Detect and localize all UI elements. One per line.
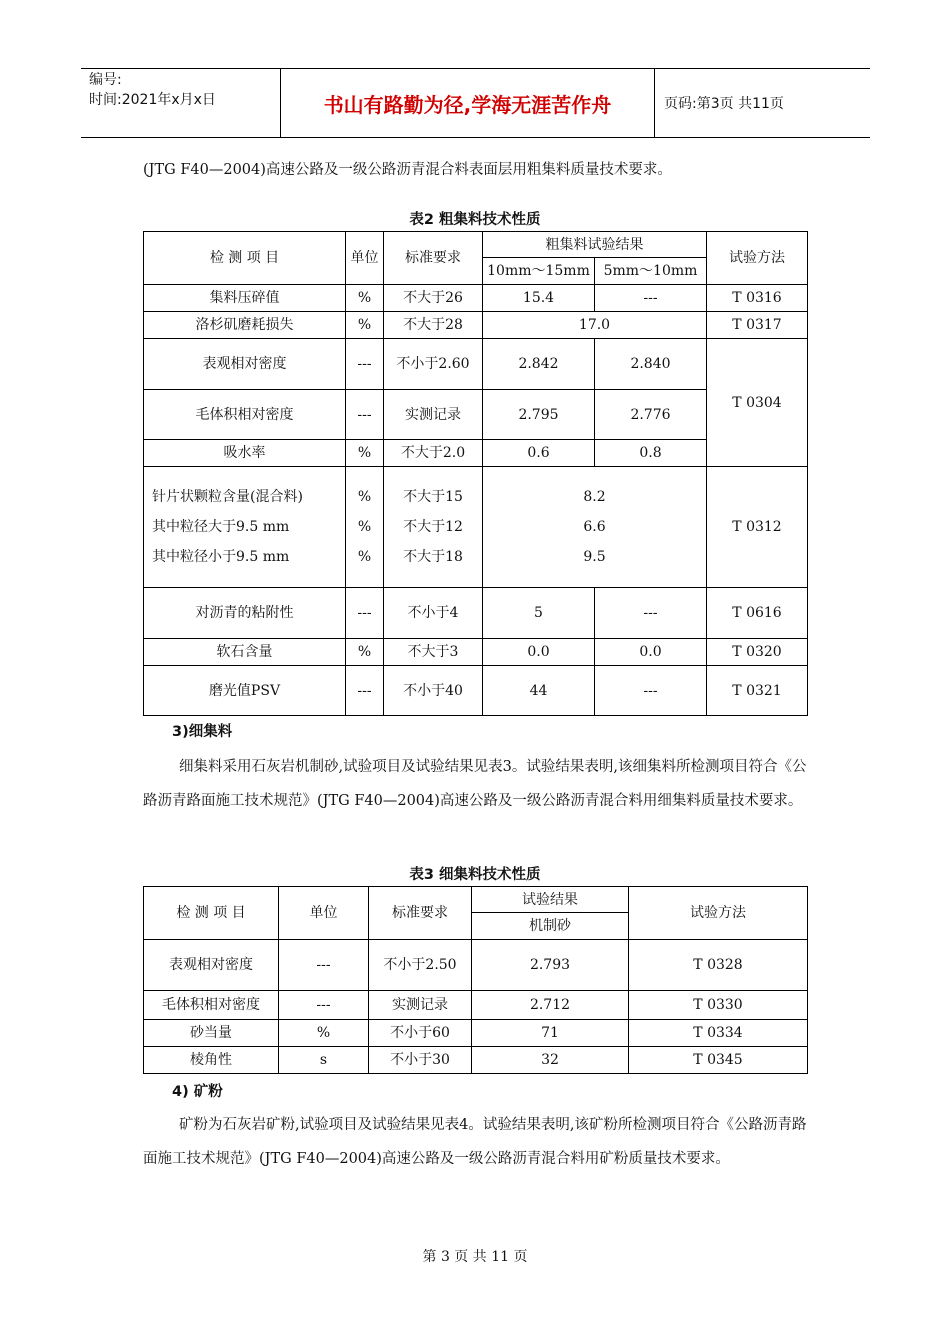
cell-standard: 实测记录	[384, 390, 483, 440]
cell-value-merged	[483, 467, 707, 588]
fine-aggregate-table	[143, 886, 808, 1074]
cell-value-a: 44	[483, 666, 595, 716]
table-row	[144, 285, 808, 312]
page-footer: 第 3 页 共 11 页	[422, 1249, 528, 1265]
cell-standard: 不大于2.0	[384, 440, 483, 467]
cell-method: T 0320	[707, 639, 808, 666]
cell-method: T 0330	[629, 991, 808, 1020]
cell-item: 表观相对密度	[144, 339, 346, 390]
cell-value-b: 2.840	[595, 339, 707, 390]
document-time: 时间:2021年x月x日	[89, 92, 216, 108]
cell-unit: %	[346, 639, 384, 666]
cell-standard: 不大于28	[384, 312, 483, 339]
cell-item: 毛体积相对密度	[144, 991, 279, 1020]
header-unit: 单位	[346, 232, 384, 285]
cell-value-a: 5	[483, 588, 595, 639]
section4-title: 4) 矿粉	[172, 1084, 223, 1100]
table-row	[144, 940, 808, 991]
cell-unit: ---	[279, 940, 369, 991]
cell-unit: ---	[346, 390, 384, 440]
cell-standard: 不大于26	[384, 285, 483, 312]
cell-value-a: 2.842	[483, 339, 595, 390]
standard-line: 不大于12	[403, 519, 463, 535]
cell-value-a: 2.795	[483, 390, 595, 440]
header-results: 试验结果	[472, 887, 629, 913]
cell-unit: %	[346, 285, 384, 312]
cell-value: 2.712	[472, 991, 629, 1020]
table-row	[144, 1020, 808, 1047]
header-method: 试验方法	[629, 887, 808, 940]
cell-value-b: 0.0	[595, 639, 707, 666]
cell-standard: 不小于60	[369, 1020, 472, 1047]
cell-item: 吸水率	[144, 440, 346, 467]
table-row	[144, 666, 808, 716]
header-page-number: 页码:第3页 共11页	[664, 96, 784, 112]
header-standard: 标准要求	[369, 887, 472, 940]
cell-value-a: 0.0	[483, 639, 595, 666]
standard-line: 不大于18	[403, 549, 463, 565]
value-line: 6.6	[583, 519, 606, 535]
table3-caption: 表3 细集料技术性质	[409, 867, 541, 883]
standard-line: 不大于15	[403, 489, 463, 505]
header-size-b: 5mm～10mm	[595, 258, 707, 285]
cell-standard	[384, 467, 483, 588]
cell-item: 毛体积相对密度	[144, 390, 346, 440]
cell-standard: 不小于40	[384, 666, 483, 716]
header-item: 检 测 项 目	[144, 232, 346, 285]
table-row	[144, 1047, 808, 1074]
cell-unit	[346, 467, 384, 588]
cell-item: 集料压碎值	[144, 285, 346, 312]
header-size-a: 10mm～15mm	[483, 258, 595, 285]
cell-value-b: ---	[595, 666, 707, 716]
unit-line: %	[357, 489, 372, 505]
cell-unit: ---	[346, 339, 384, 390]
cell-item: 磨光值PSV	[144, 666, 346, 716]
header-unit: 单位	[279, 887, 369, 940]
cell-unit: ---	[346, 588, 384, 639]
cell-method: T 0616	[707, 588, 808, 639]
header-standard: 标准要求	[384, 232, 483, 285]
item-line: 针片状颗粒含量(混合料)	[152, 489, 303, 505]
cell-standard: 不小于2.60	[384, 339, 483, 390]
cell-method: T 0328	[629, 940, 808, 991]
cell-item: 棱角性	[144, 1047, 279, 1074]
cell-unit: %	[279, 1020, 369, 1047]
cell-unit: ---	[346, 666, 384, 716]
cell-item: 砂当量	[144, 1020, 279, 1047]
cell-method: T 0316	[707, 285, 808, 312]
page-header	[81, 68, 870, 138]
cell-standard: 不小于4	[384, 588, 483, 639]
cell-standard: 不小于2.50	[369, 940, 472, 991]
cell-method: T 0334	[629, 1020, 808, 1047]
cell-standard: 不小于30	[369, 1047, 472, 1074]
cell-value-merged: 17.0	[483, 312, 707, 339]
table-row	[144, 312, 808, 339]
value-line: 9.5	[583, 549, 606, 565]
coarse-aggregate-table	[143, 231, 808, 716]
unit-line: %	[357, 549, 372, 565]
cell-unit: s	[279, 1047, 369, 1074]
item-line: 其中粒径大于9.5 mm	[152, 519, 290, 535]
cell-method: T 0317	[707, 312, 808, 339]
cell-standard: 实测记录	[369, 991, 472, 1020]
intro-line: (JTG F40—2004)高速公路及一级公路沥青混合料表面层用粗集料质量技术要求。	[143, 162, 672, 178]
table2-caption: 表2 粗集料技术性质	[409, 212, 541, 228]
table-row	[144, 639, 808, 666]
header-results: 粗集料试验结果	[483, 232, 707, 258]
header-meta	[81, 69, 281, 137]
cell-method: T 0304	[707, 339, 808, 467]
table-row	[144, 588, 808, 639]
cell-unit: ---	[279, 991, 369, 1020]
cell-value: 32	[472, 1047, 629, 1074]
document-number: 编号:	[89, 72, 122, 88]
cell-unit: %	[346, 440, 384, 467]
table-row	[144, 339, 808, 390]
header-method: 试验方法	[707, 232, 808, 285]
item-line: 其中粒径小于9.5 mm	[152, 549, 290, 565]
cell-method: T 0312	[707, 467, 808, 588]
table-row	[144, 991, 808, 1020]
unit-line: %	[357, 519, 372, 535]
cell-value-b: 0.8	[595, 440, 707, 467]
cell-value-a: 15.4	[483, 285, 595, 312]
section3-paragraph: 细集料采用石灰岩机制砂,试验项目及试验结果见表3。试验结果表明,该细集料所检测项目符合《公路沥青路面施工技术规范》(JTG F40—2004)高速公路及一级公路沥青混合料用细集料质量技术要求。	[143, 759, 807, 809]
cell-item: 表观相对密度	[144, 940, 279, 991]
section3-title: 3)细集料	[172, 724, 233, 740]
cell-method: T 0321	[707, 666, 808, 716]
section4-paragraph: 矿粉为石灰岩矿粉,试验项目及试验结果见表4。试验结果表明,该矿粉所检测项目符合《公路沥青路面施工技术规范》(JTG F40—2004)高速公路及一级公路沥青混合料用矿粉质量技术要求。	[143, 1117, 807, 1167]
cell-value: 2.793	[472, 940, 629, 991]
value-line: 8.2	[583, 489, 606, 505]
table-header-row	[144, 887, 808, 913]
cell-standard: 不大于3	[384, 639, 483, 666]
cell-item: 软石含量	[144, 639, 346, 666]
table-row	[144, 467, 808, 588]
header-motto: 书山有路勤为径,学海无涯苦作舟	[281, 69, 655, 137]
cell-value-a: 0.6	[483, 440, 595, 467]
cell-value: 71	[472, 1020, 629, 1047]
cell-item	[144, 467, 346, 588]
cell-value-b: ---	[595, 285, 707, 312]
header-sub: 机制砂	[472, 913, 629, 940]
cell-item: 洛杉矶磨耗损失	[144, 312, 346, 339]
table-header-row	[144, 232, 808, 258]
cell-item: 对沥青的粘附性	[144, 588, 346, 639]
cell-value-b: 2.776	[595, 390, 707, 440]
cell-method: T 0345	[629, 1047, 808, 1074]
cell-unit: %	[346, 312, 384, 339]
cell-value-b: ---	[595, 588, 707, 639]
header-item: 检 测 项 目	[144, 887, 279, 940]
